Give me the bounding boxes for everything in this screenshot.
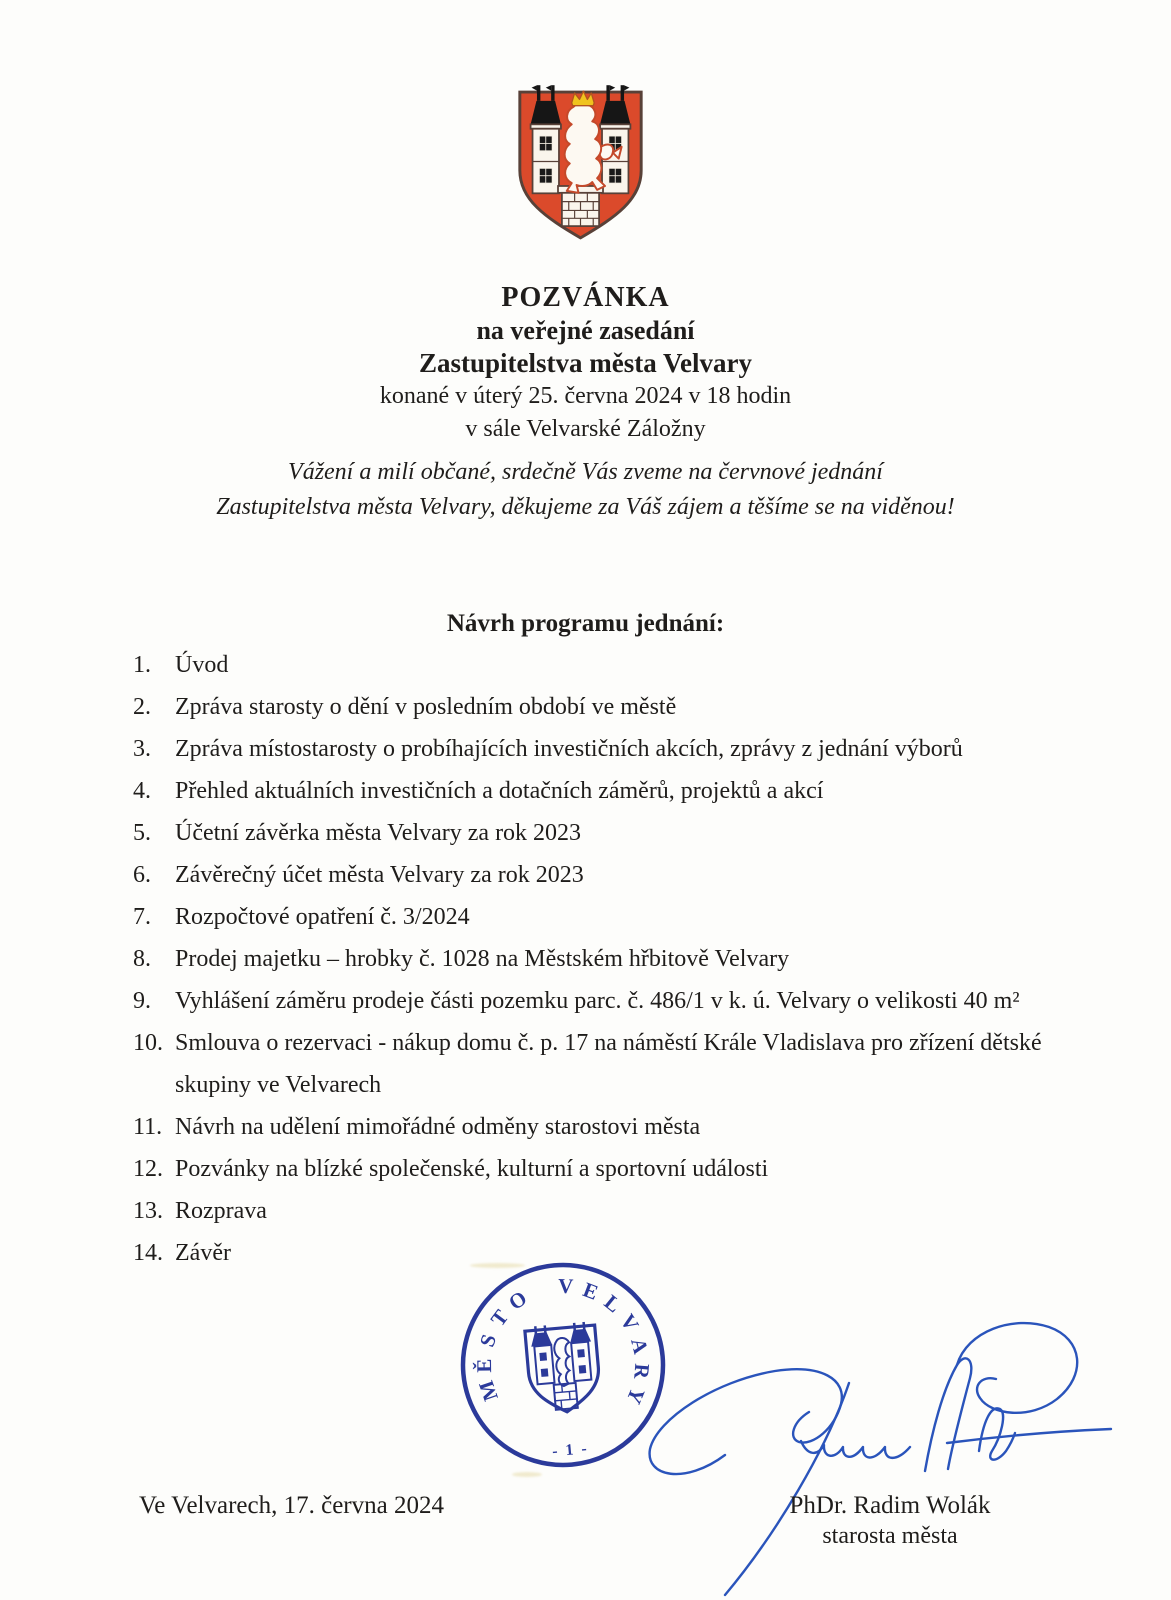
item-text: Prodej majetku – hrobky č. 1028 na Městském hřbitově Velvary xyxy=(175,946,790,972)
program-item-8 xyxy=(133,938,1048,980)
item-number: 1. xyxy=(133,652,151,678)
svg-text:T: T xyxy=(485,1305,514,1331)
program-list xyxy=(133,644,1048,1274)
svg-text:Y: Y xyxy=(621,1384,650,1408)
item-number: 2. xyxy=(133,694,151,720)
program-item-7 xyxy=(133,896,1048,938)
item-text: Rozprava xyxy=(175,1198,267,1224)
signer-role: starosta města xyxy=(822,1523,958,1549)
item-text: Smlouva o rezervaci - nákup domu č. p. 17 na náměstí Krále Vladislava pro zřízení dětské xyxy=(175,1030,1042,1056)
coat-of-arms-icon xyxy=(512,80,649,245)
item-text: Rozpočtové opatření č. 3/2024 xyxy=(175,904,470,930)
svg-text:V: V xyxy=(557,1273,574,1299)
item-text: Závěrečný účet města Velvary za rok 2023 xyxy=(175,862,584,888)
svg-text:E: E xyxy=(579,1277,602,1305)
invitation-header xyxy=(0,281,1171,446)
item-number: 12. xyxy=(133,1156,163,1182)
program-heading: Návrh programu jednání: xyxy=(446,610,725,637)
item-number: 4. xyxy=(133,778,151,804)
svg-text:R: R xyxy=(629,1362,655,1380)
svg-text:S: S xyxy=(474,1331,502,1350)
program-item-1 xyxy=(133,644,1048,686)
item-number: 13. xyxy=(133,1198,163,1224)
greeting-line-2: Zastupitelstva města Velvary, děkujeme za Váš zájem a těšíme se na viděnou! xyxy=(216,494,955,520)
item-text: Účetní závěrka města Velvary za rok 2023 xyxy=(175,820,582,846)
greeting-text xyxy=(0,455,1171,525)
svg-text:V: V xyxy=(615,1309,644,1336)
program-item-10 xyxy=(133,1022,1048,1106)
item-number: 8. xyxy=(133,946,151,972)
item-number: 11. xyxy=(133,1114,163,1140)
item-number: 14. xyxy=(133,1240,163,1266)
paper-smudge xyxy=(470,1263,525,1268)
item-text: Zpráva místostarosty o probíhajících investičních akcích, zprávy z jednání výborů xyxy=(175,736,963,762)
svg-text:A: A xyxy=(626,1335,654,1357)
program-item-5 xyxy=(133,812,1048,854)
paper-smudge xyxy=(512,1472,542,1477)
svg-text:O: O xyxy=(504,1285,532,1315)
signer-block xyxy=(740,1490,1040,1552)
item-text: Závěr xyxy=(175,1240,231,1266)
svg-text:M: M xyxy=(473,1377,503,1405)
subtitle-line-2: Zastupitelstva města Velvary xyxy=(419,348,752,378)
item-text-continued: skupiny ve Velvarech xyxy=(175,1072,382,1098)
item-text: Přehled aktuálních investičních a dotačních záměrů, projektů a akcí xyxy=(175,778,824,804)
program-item-3 xyxy=(133,728,1048,770)
session-datetime: konané v úterý 25. června 2024 v 18 hodin xyxy=(379,383,792,409)
program-item-13 xyxy=(133,1190,1048,1232)
program-item-11 xyxy=(133,1106,1048,1148)
item-number: 7. xyxy=(133,904,151,930)
gate-icon xyxy=(558,186,603,226)
program-item-2 xyxy=(133,686,1048,728)
stamp-shield xyxy=(525,1321,602,1415)
item-number: 10. xyxy=(133,1030,163,1056)
svg-text:L: L xyxy=(599,1289,626,1318)
svg-text:Ě: Ě xyxy=(471,1358,497,1373)
greeting-line-1: Vážení a milí občané, srdečně Vás zveme na červnové jednání xyxy=(288,459,883,485)
item-number: 3. xyxy=(133,736,151,762)
item-number: 9. xyxy=(133,988,151,1014)
item-text: Vyhlášení záměru prodeje části pozemku parc. č. 486/1 v k. ú. Velvary o velikosti 40 m² xyxy=(175,988,1020,1014)
subtitle-line-1: na veřejné zasedání xyxy=(476,316,695,345)
item-text: Úvod xyxy=(175,652,229,678)
program-item-6 xyxy=(133,854,1048,896)
date-place-line: Ve Velvarech, 17. června 2024 xyxy=(139,1492,444,1519)
program-item-4 xyxy=(133,770,1048,812)
item-number: 5. xyxy=(133,820,151,846)
item-number: 6. xyxy=(133,862,151,888)
signature xyxy=(627,1303,1117,1600)
document-title: POZVÁNKA xyxy=(501,282,670,313)
item-text: Pozvánky na blízké společenské, kulturní a sportovní události xyxy=(175,1156,769,1182)
session-venue: v sále Velvarské Záložny xyxy=(465,416,706,442)
program-item-9 xyxy=(133,980,1048,1022)
item-text: Návrh na udělení mimořádné odměny starostovi města xyxy=(175,1114,701,1140)
program-item-12 xyxy=(133,1148,1048,1190)
stamp-number: - 1 - xyxy=(551,1440,590,1461)
item-text: Zpráva starosty o dění v posledním období ve městě xyxy=(175,694,677,720)
signer-name: PhDr. Radim Wolák xyxy=(789,1492,991,1519)
